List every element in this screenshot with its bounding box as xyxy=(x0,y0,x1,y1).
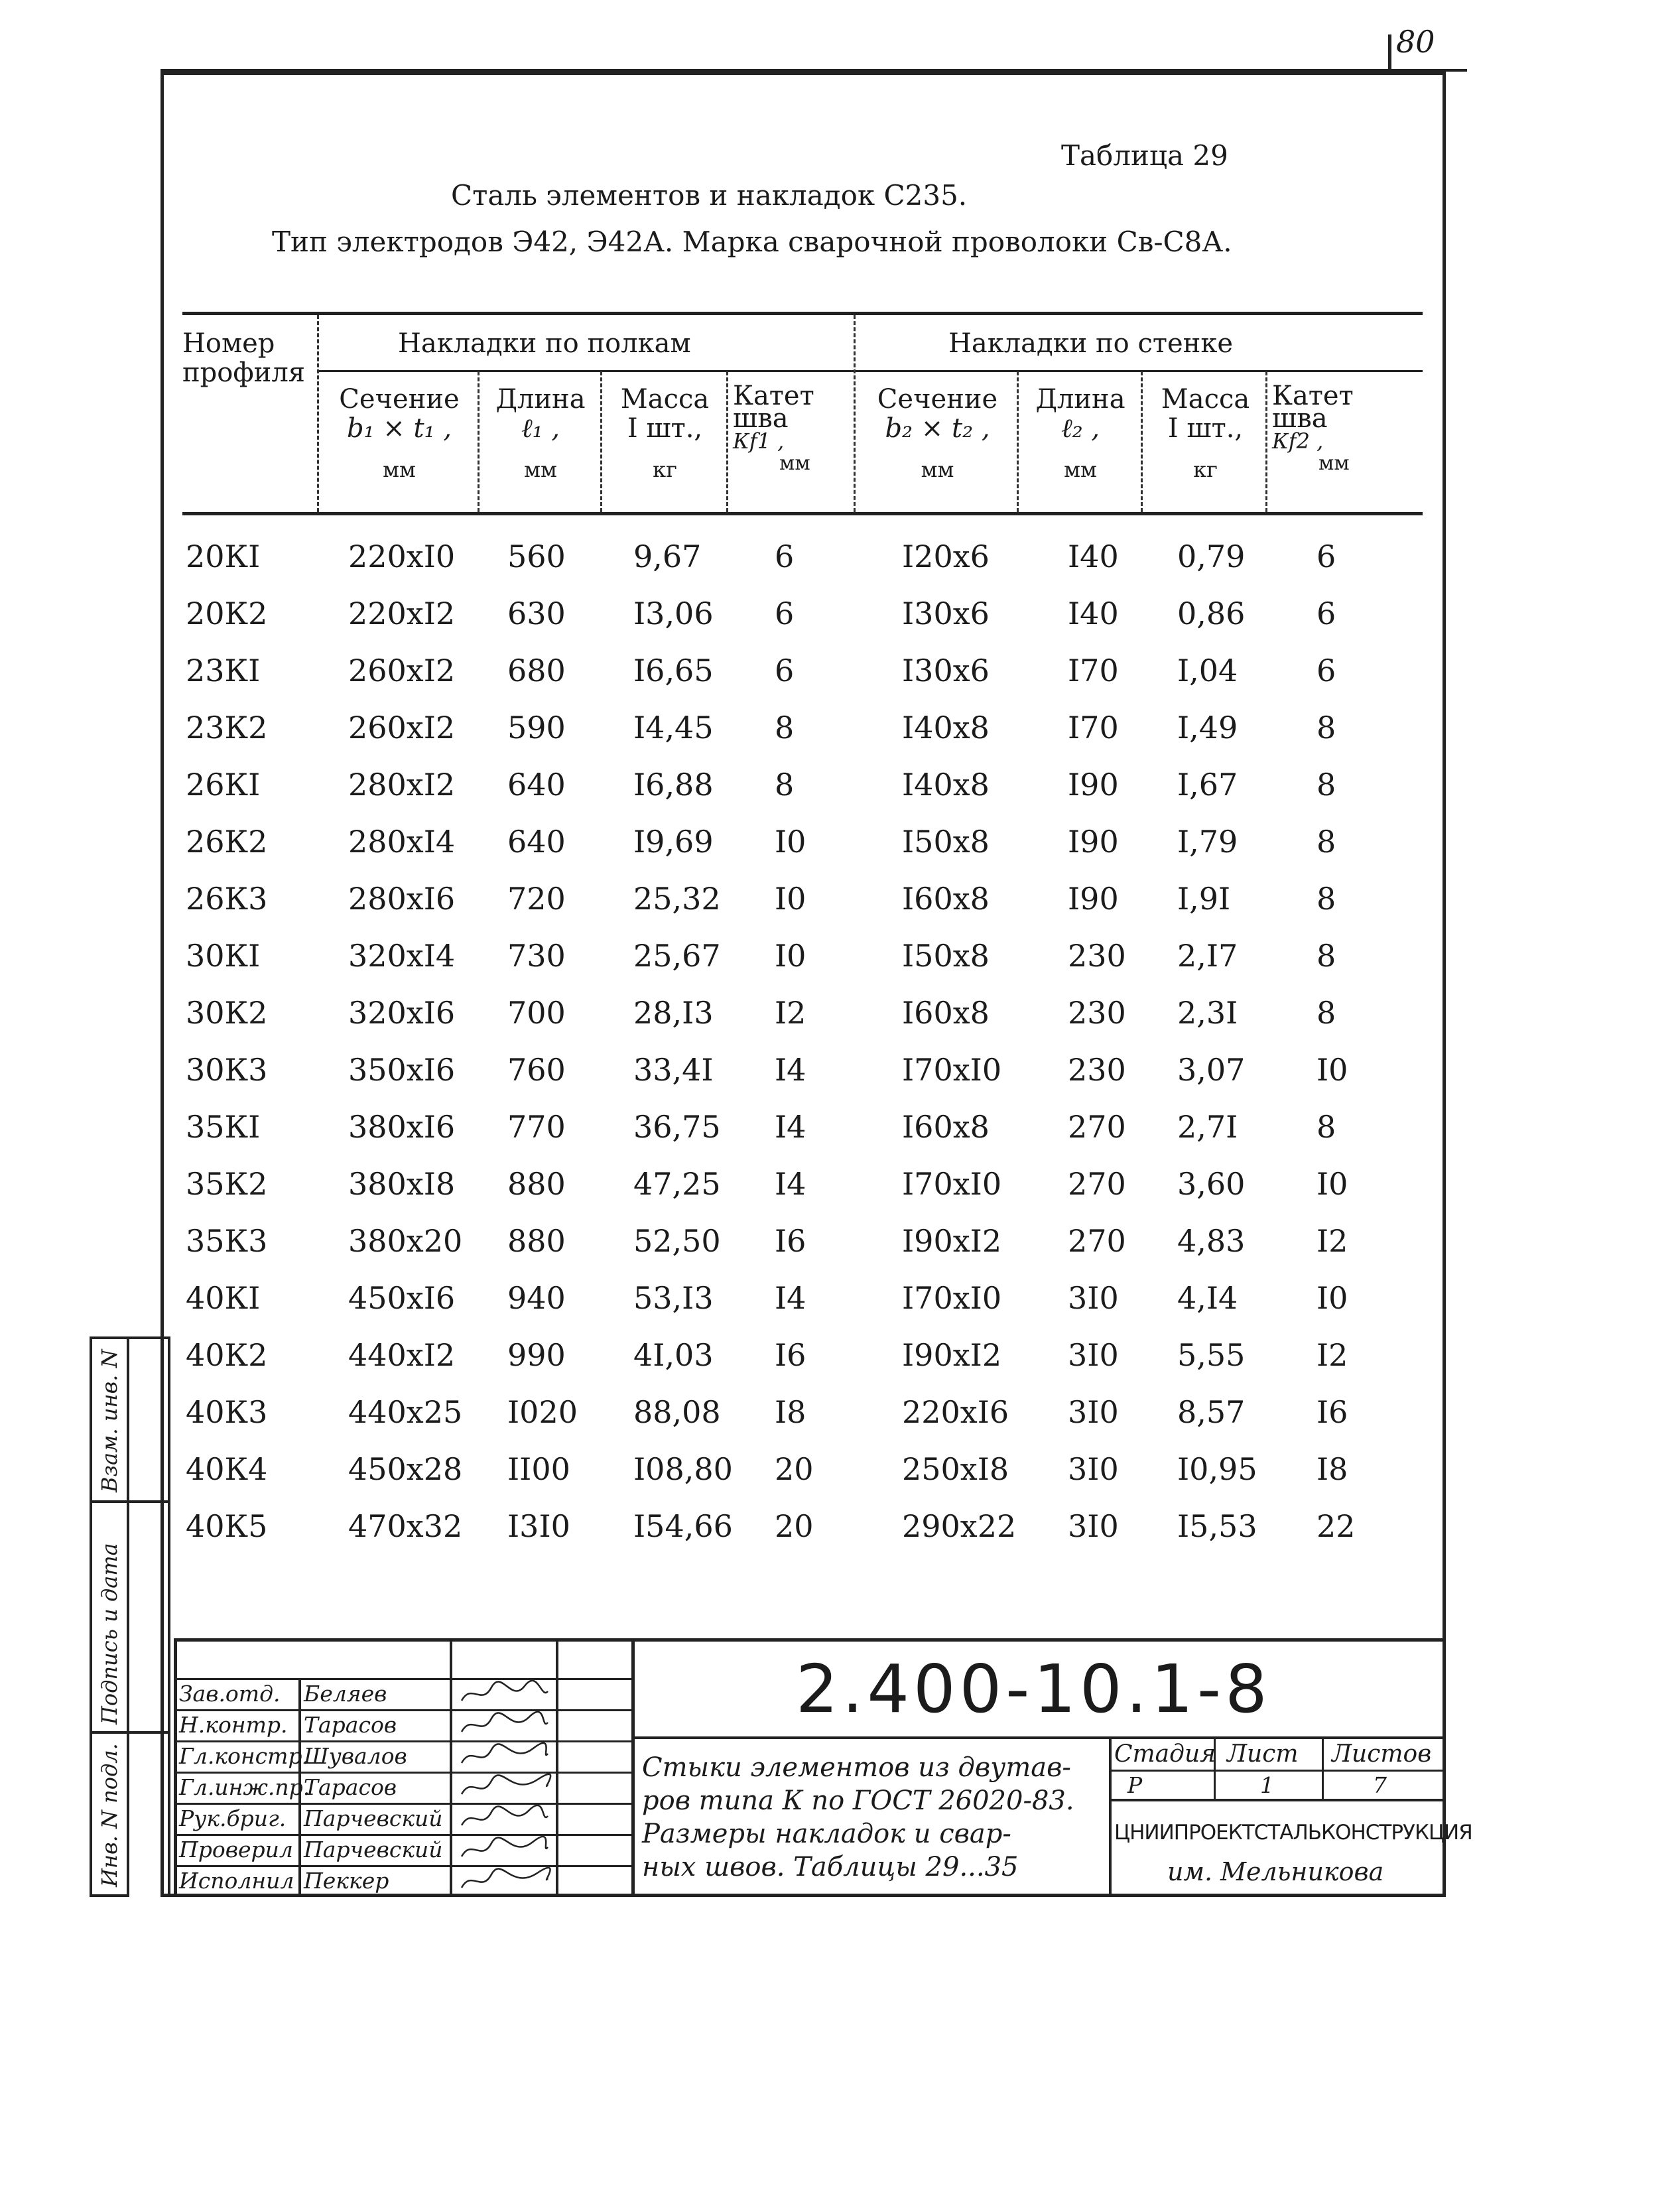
table-cell: 28,I3 xyxy=(633,995,714,1031)
table-cell: I70хI0 xyxy=(902,1052,1002,1088)
table-cell: I0 xyxy=(775,938,806,974)
staff-role: Проверил xyxy=(179,1837,293,1862)
table-cell: I2 xyxy=(775,995,806,1031)
table-cell: I2 xyxy=(1316,1223,1348,1259)
table-cell: 220хI6 xyxy=(902,1394,1009,1430)
page-number: 80 xyxy=(1396,24,1435,60)
table-cell: I4 xyxy=(775,1052,806,1088)
table-cell: I90 xyxy=(1068,824,1119,860)
table-cell: I08,80 xyxy=(633,1451,733,1487)
row-profile-number: 30К2 xyxy=(186,995,268,1031)
header-section-1: Сечение b₁ × t₁ , мм xyxy=(339,384,460,482)
table-cell: 250хI8 xyxy=(902,1451,1009,1487)
staff-role: Исполнил xyxy=(179,1868,294,1894)
table-cell: I4 xyxy=(775,1166,806,1202)
table-cell: 880 xyxy=(507,1223,566,1259)
header-mass-1: Масса I шт., кг xyxy=(620,384,710,482)
row-profile-number: 23КI xyxy=(186,653,261,688)
stage-header-rule xyxy=(1109,1770,1446,1772)
staff-row-rule xyxy=(174,1678,631,1680)
side-label-signature-date: Подпись и дата xyxy=(97,1543,122,1724)
table-cell: I4,45 xyxy=(633,710,714,746)
table-cell: 320хI4 xyxy=(348,938,456,974)
stage-sep-2 xyxy=(1322,1736,1324,1800)
table-cell: 0,86 xyxy=(1177,596,1246,631)
header-length-2: Длина ℓ₂ , мм xyxy=(1035,384,1125,482)
table-cell: I0 xyxy=(1316,1166,1348,1202)
staff-row-rule xyxy=(174,1772,631,1774)
table-cell: I50х8 xyxy=(902,938,990,974)
table-cell: 4,83 xyxy=(1177,1223,1246,1259)
row-profile-number: 40КI xyxy=(186,1280,261,1316)
table-cell: 2,7I xyxy=(1177,1109,1238,1145)
stage-label: Стадия xyxy=(1114,1740,1216,1768)
staff-role: Рук.бриг. xyxy=(179,1805,287,1831)
table-cell: I6 xyxy=(775,1337,806,1373)
title-block-left-rule xyxy=(174,1638,177,1897)
table-cell: I6 xyxy=(1316,1394,1348,1430)
staff-role: Гл.констр. xyxy=(179,1743,310,1769)
table-cell: 640 xyxy=(507,767,566,803)
table-cell: I8 xyxy=(775,1394,806,1430)
table-label: Таблица 29 xyxy=(1061,139,1228,172)
side-strip-divider-1 xyxy=(90,1500,170,1503)
table-cell: 260хI2 xyxy=(348,653,456,688)
table-cell: 88,08 xyxy=(633,1394,721,1430)
table-cell: I60х8 xyxy=(902,995,990,1031)
table-cell: 6 xyxy=(775,653,795,688)
table-cell: 380х20 xyxy=(348,1223,463,1259)
table-cell: I30х6 xyxy=(902,653,990,688)
table-cell: 730 xyxy=(507,938,566,974)
table-cell: 760 xyxy=(507,1052,566,1088)
row-profile-number: 35К2 xyxy=(186,1166,268,1202)
table-cell: 880 xyxy=(507,1166,566,1202)
sheet-value: 1 xyxy=(1260,1772,1274,1798)
header-group-web: Накладки по стенке xyxy=(948,328,1233,359)
row-profile-number: 20КI xyxy=(186,539,261,574)
header-profile: Номер профиля xyxy=(182,328,305,388)
sign-col-rule xyxy=(556,1638,558,1897)
staff-name: Беляев xyxy=(304,1681,387,1707)
table-cell: 770 xyxy=(507,1109,566,1145)
table-cell: 25,67 xyxy=(633,938,721,974)
table-cell: I0 xyxy=(1316,1052,1348,1088)
table-cell: 25,32 xyxy=(633,881,721,917)
table-cell: 3I0 xyxy=(1068,1394,1119,1430)
table-cell: 6 xyxy=(775,539,795,574)
staff-row-rule xyxy=(174,1709,631,1711)
table-cell: 2,I7 xyxy=(1177,938,1238,974)
row-profile-number: 23К2 xyxy=(186,710,268,746)
table-cell: 53,I3 xyxy=(633,1280,714,1316)
table-cell: I0 xyxy=(775,824,806,860)
table-cell: 220хI2 xyxy=(348,596,456,631)
table-cell: I020 xyxy=(507,1394,578,1430)
table-cell: 440х25 xyxy=(348,1394,463,1430)
staff-name: Парчевский xyxy=(304,1805,443,1831)
staff-name: Тарасов xyxy=(304,1774,397,1800)
row-profile-number: 40К3 xyxy=(186,1394,268,1430)
table-cell: I8 xyxy=(1316,1451,1348,1487)
signature-icon xyxy=(455,1711,554,1740)
staff-role: Зав.отд. xyxy=(179,1681,281,1707)
table-cell: 270 xyxy=(1068,1223,1126,1259)
staff-role: Н.контр. xyxy=(179,1712,288,1738)
title-block-right-section-rule xyxy=(1109,1736,1112,1897)
table-cell: I90 xyxy=(1068,881,1119,917)
signature-icon xyxy=(455,1742,554,1771)
table-cell: 8 xyxy=(1316,710,1336,746)
table-cell: 470х32 xyxy=(348,1508,463,1544)
side-label-inv-original: Инв. N подл. xyxy=(97,1743,122,1887)
table-cell: 380хI8 xyxy=(348,1166,456,1202)
document-code: 2.400-10.1-8 xyxy=(796,1650,1271,1728)
table-cell: 8,57 xyxy=(1177,1394,1246,1430)
table-cell: I40 xyxy=(1068,596,1119,631)
table-cell: I0 xyxy=(1316,1280,1348,1316)
header-cathetus-1: Катет шва Кf1 , мм xyxy=(733,381,814,475)
row-profile-number: 40К2 xyxy=(186,1337,268,1373)
table-cell: 3I0 xyxy=(1068,1280,1119,1316)
table-cell: 6 xyxy=(1316,596,1336,631)
table-cell: 230 xyxy=(1068,1052,1126,1088)
table-cell: 8 xyxy=(1316,938,1336,974)
table-cell: I5,53 xyxy=(1177,1508,1257,1544)
table-cell: 20 xyxy=(775,1451,814,1487)
stage-value: Р xyxy=(1127,1772,1143,1798)
table-cell: I30х6 xyxy=(902,596,990,631)
table-cell: I40 xyxy=(1068,539,1119,574)
row-profile-number: 40К4 xyxy=(186,1451,268,1487)
table-cell: 280хI6 xyxy=(348,881,456,917)
table-cell: 320хI6 xyxy=(348,995,456,1031)
table-cell: 8 xyxy=(1316,824,1336,860)
table-cell: 3I0 xyxy=(1068,1337,1119,1373)
table-cell: 450хI6 xyxy=(348,1280,456,1316)
signature-icon xyxy=(455,1804,554,1833)
table-cell: 230 xyxy=(1068,938,1126,974)
table-cell: 700 xyxy=(507,995,566,1031)
table-cell: I,67 xyxy=(1177,767,1238,803)
table-cell: 8 xyxy=(1316,1109,1336,1145)
table-cell: I90хI2 xyxy=(902,1337,1002,1373)
sheets-label: Листов xyxy=(1332,1740,1432,1768)
table-cell: 590 xyxy=(507,710,566,746)
table-cell: I70 xyxy=(1068,653,1119,688)
signature-icon xyxy=(455,1835,554,1864)
table-cell: 52,50 xyxy=(633,1223,721,1259)
staff-name: Пеккер xyxy=(304,1868,389,1894)
table-cell: 380хI6 xyxy=(348,1109,456,1145)
side-label-replace-inv: Взам. инв. N xyxy=(97,1349,122,1492)
table-cell: 20 xyxy=(775,1508,814,1544)
table-cell: 640 xyxy=(507,824,566,860)
header-line-1: Сталь элементов и накладок С235. xyxy=(451,179,968,212)
organization-name: ЦНИИПРОЕКТСТАЛЬКОНСТРУКЦИЯ xyxy=(1114,1821,1472,1845)
title-block-top-rule xyxy=(174,1638,1446,1642)
table-cell: 260хI2 xyxy=(348,710,456,746)
table-cell: 560 xyxy=(507,539,566,574)
table-cell: II00 xyxy=(507,1451,570,1487)
row-profile-number: 40К5 xyxy=(186,1508,268,1544)
table-cell: I,04 xyxy=(1177,653,1238,688)
table-cell: 4I,03 xyxy=(633,1337,714,1373)
sheets-value: 7 xyxy=(1373,1772,1387,1798)
table-cell: I40х8 xyxy=(902,767,990,803)
table-cell: I3,06 xyxy=(633,596,714,631)
table-cell: 8 xyxy=(1316,881,1336,917)
table-cell: 630 xyxy=(507,596,566,631)
staff-role: Гл.инж.пр. xyxy=(179,1774,310,1800)
row-profile-number: 26К3 xyxy=(186,881,268,917)
signature-icon xyxy=(455,1773,554,1802)
sheet-label: Лист xyxy=(1227,1740,1299,1768)
row-profile-number: 30К3 xyxy=(186,1052,268,1088)
table-cell: I,79 xyxy=(1177,824,1238,860)
table-cell: 8 xyxy=(1316,995,1336,1031)
table-cell: I60х8 xyxy=(902,881,990,917)
table-cell: I6 xyxy=(775,1223,806,1259)
table-cell: 5,55 xyxy=(1177,1337,1246,1373)
table-cell: 990 xyxy=(507,1337,566,1373)
row-profile-number: 35К3 xyxy=(186,1223,268,1259)
table-cell: 3,60 xyxy=(1177,1166,1246,1202)
staff-row-rule xyxy=(174,1865,631,1867)
side-stamp-strip-inner xyxy=(129,1336,170,1897)
table-cell: I70хI0 xyxy=(902,1166,1002,1202)
table-cell: 3I0 xyxy=(1068,1451,1119,1487)
table-cell: 280хI4 xyxy=(348,824,456,860)
table-cell: I6,88 xyxy=(633,767,714,803)
staff-row-rule xyxy=(174,1740,631,1742)
table-cell: 47,25 xyxy=(633,1166,721,1202)
row-profile-number: 26К2 xyxy=(186,824,268,860)
table-cell: I60х8 xyxy=(902,1109,990,1145)
table-cell: 2,3I xyxy=(1177,995,1238,1031)
table-cell: I90 xyxy=(1068,767,1119,803)
table-cell: 720 xyxy=(507,881,566,917)
signature-icon xyxy=(455,1679,554,1709)
table-cell: 350хI6 xyxy=(348,1052,456,1088)
table-cell: 9,67 xyxy=(633,539,702,574)
header-mass-2: Масса I шт., кг xyxy=(1161,384,1250,482)
table-cell: I50х8 xyxy=(902,824,990,860)
table-cell: 8 xyxy=(775,767,795,803)
table-cell: 270 xyxy=(1068,1109,1126,1145)
header-cathetus-2: Катет шва Кf2 , мм xyxy=(1272,381,1354,475)
table-cell: I20х6 xyxy=(902,539,990,574)
table-cell: 22 xyxy=(1316,1508,1356,1544)
names-col-rule xyxy=(450,1638,452,1897)
row-profile-number: 35КI xyxy=(186,1109,261,1145)
table-cell: I40х8 xyxy=(902,710,990,746)
header-group-flanges: Накладки по полкам xyxy=(398,328,691,359)
table-cell: I4 xyxy=(775,1109,806,1145)
table-cell: I70 xyxy=(1068,710,1119,746)
table-cell: 290х22 xyxy=(902,1508,1017,1544)
table-cell: 3I0 xyxy=(1068,1508,1119,1544)
table-cell: 33,4I xyxy=(633,1052,714,1088)
table-cell: 6 xyxy=(1316,539,1336,574)
table-cell: 230 xyxy=(1068,995,1126,1031)
table-cell: 8 xyxy=(775,710,795,746)
side-strip-divider-2 xyxy=(90,1731,170,1734)
table-cell: I,49 xyxy=(1177,710,1238,746)
table-cell: 450х28 xyxy=(348,1451,463,1487)
table-cell: I70хI0 xyxy=(902,1280,1002,1316)
staff-name: Шувалов xyxy=(304,1743,407,1769)
staff-name: Парчевский xyxy=(304,1837,443,1862)
staff-row-rule xyxy=(174,1834,631,1836)
table-cell: 8 xyxy=(1316,767,1336,803)
table-cell: 220хI0 xyxy=(348,539,456,574)
staff-row-rule xyxy=(174,1803,631,1805)
stage-value-rule xyxy=(1109,1799,1446,1801)
table-cell: 680 xyxy=(507,653,566,688)
header-length-1: Длина ℓ₁ , мм xyxy=(495,384,586,482)
table-cell: I,9I xyxy=(1177,881,1231,917)
organization-subname: им. Мельникова xyxy=(1167,1857,1384,1886)
table-cell: 6 xyxy=(775,596,795,631)
table-cell: 270 xyxy=(1068,1166,1126,1202)
table-cell: I0,95 xyxy=(1177,1451,1257,1487)
table-cell: 36,75 xyxy=(633,1109,721,1145)
table-cell: 0,79 xyxy=(1177,539,1246,574)
row-profile-number: 30КI xyxy=(186,938,261,974)
table-cell: I6,65 xyxy=(633,653,714,688)
table-cell: I9,69 xyxy=(633,824,714,860)
header-line-2: Тип электродов Э42, Э42А. Марка сварочной проволоки Св-С8А. xyxy=(272,226,1232,258)
table-cell: I0 xyxy=(775,881,806,917)
table-cell: 6 xyxy=(1316,653,1336,688)
table-cell: I4 xyxy=(775,1280,806,1316)
table-cell: 280хI2 xyxy=(348,767,456,803)
header-section-2: Сечение b₂ × t₂ , мм xyxy=(877,384,998,482)
table-cell: 3,07 xyxy=(1177,1052,1246,1088)
row-profile-number: 26КI xyxy=(186,767,261,803)
staff-name: Тарасов xyxy=(304,1712,397,1738)
table-cell: 940 xyxy=(507,1280,566,1316)
signature-icon xyxy=(455,1866,554,1896)
table-cell: I2 xyxy=(1316,1337,1348,1373)
table-cell: I3I0 xyxy=(507,1508,570,1544)
table-cell: I54,66 xyxy=(633,1508,733,1544)
title-block-mid-rule xyxy=(631,1638,635,1897)
table-cell: 440хI2 xyxy=(348,1337,456,1373)
table-cell: 4,I4 xyxy=(1177,1280,1238,1316)
document-description: Стыки элементов из двутав- ров типа К по ГОСТ 26020-83. Размеры накладок и свар- ных швов. Таблицы 29...35 xyxy=(642,1752,1074,1882)
table-cell: I90хI2 xyxy=(902,1223,1002,1259)
row-profile-number: 20К2 xyxy=(186,596,268,631)
